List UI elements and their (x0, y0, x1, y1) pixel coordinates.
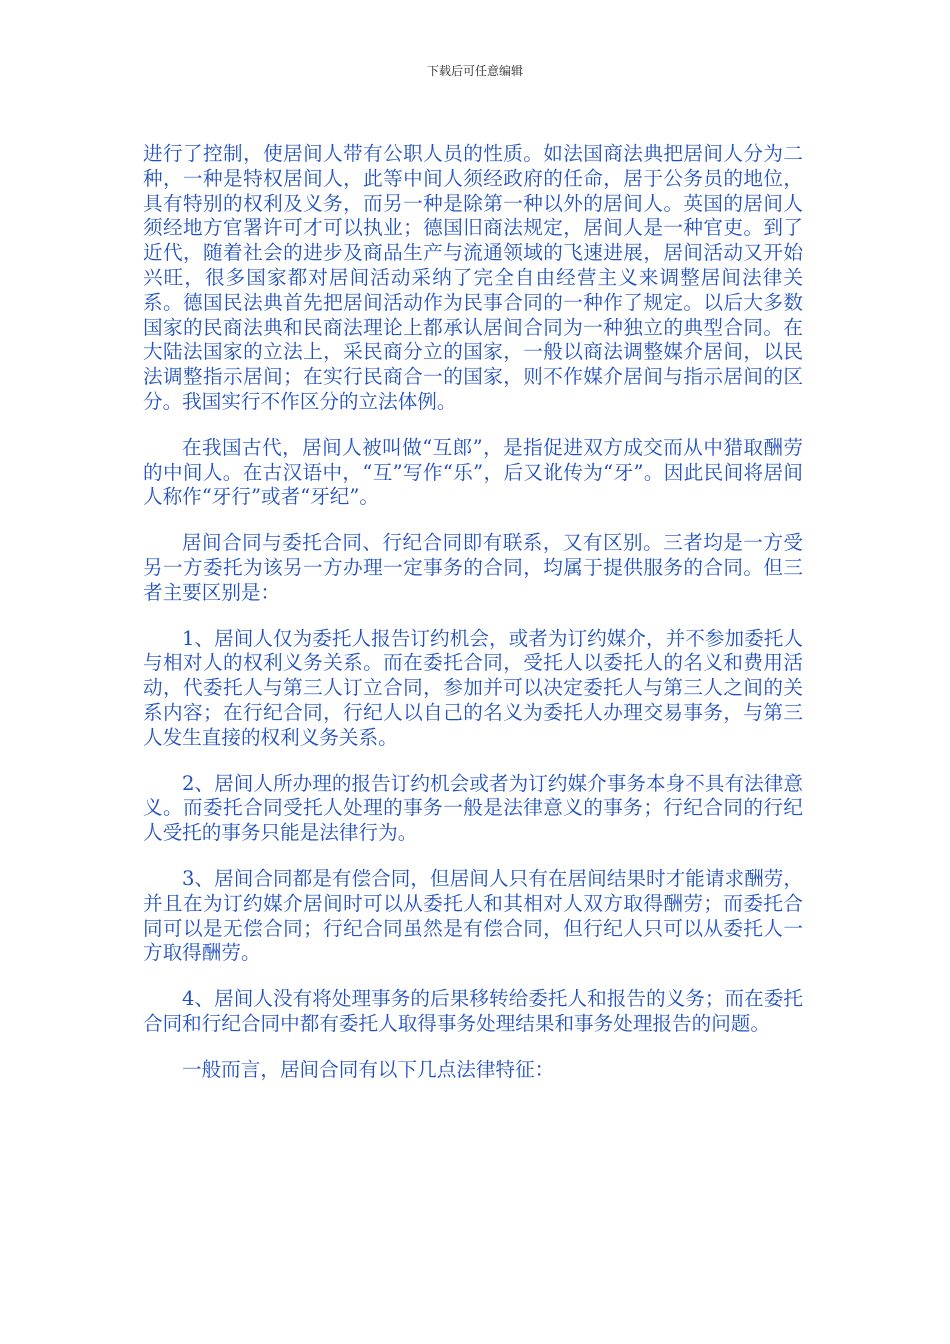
paragraph-difference-1: 1、居间人仅为委托人报告订约机会，或者为订约媒介，并不参加委托人与相对人的权利义务关系。而在委托合同，受托人以委托人的名义和费用活动，代委托人与第三人订立合同，参加并可以决定委托人与第三人之间的关系内容；在行纪合同，行纪人以自己的名义为委托人办理交易事务，与第三人发生直接的权利义务关系。 (143, 626, 803, 749)
paragraph-legal-features-intro: 一般而言，居间合同有以下几点法律特征： (182, 1057, 555, 1081)
paragraph-contract-comparison: 居间合同与委托合同、行纪合同即有联系，又有区别。三者均是一方受另一方委托为该另一方办理一定事务的合同，均属于提供服务的合同。但三者主要区别是： (143, 531, 803, 604)
paragraph-difference-3: 3、居间合同都是有偿合同，但居间人只有在居间结果时才能请求酬劳，并且在为订约媒介居间时可以从委托人和其相对人双方取得酬劳；而委托合同可以是无偿合同；行纪合同虽然是有偿合同，但行纪人只可以从委托人一方取得酬劳。 (143, 866, 803, 965)
paragraph-difference-4: 4、居间人没有将处理事务的后果移转给委托人和报告的义务；而在委托合同和行纪合同中都有委托人取得事务处理结果和事务处理报告的问题。 (143, 987, 803, 1035)
paragraph-difference-2: 2、居间人所办理的报告订约机会或者为订约媒介事务本身不具有法律意义。而委托合同受托人处理的事务一般是法律意义的事务；行纪合同的行纪人受托的事务只能是法律行为。 (143, 771, 803, 845)
document-body (143, 142, 803, 1104)
paragraph-legislative-history: 进行了控制，使居间人带有公职人员的性质。如法国商法典把居间人分为二种，一种是特权居间人，此等中间人须经政府的任命，居于公务员的地位，具有特别的权利及义务，而另一种是除第一种以外的居间人。英国的居间人须经地方官署许可才可以执业；德国旧商法规定，居间人是一种官吏。到了近代，随着社会的进步及商品生产与流通领域的飞速进展，居间活动又开始兴旺，很多国家都对居间活动采纳了完全自由经营主义来调整居间法律关系。德国民法典首先把居间活动作为民事合同的一种作了规定。以后大多数国家的民商法典和民商法理论上都承认居间合同为一种独立的典型合同。在大陆法国家的立法上，采民商分立的国家，一般以商法调整媒介居间，以民法调整指示居间；在实行民商合一的国家，则不作媒介居间与指示居间的区分。我国实行不作区分的立法体例。 (143, 142, 803, 413)
paragraph-ancient-china: 在我国古代，居间人被叫做“互郎”，是指促进双方成交而从中猎取酬劳的中间人。在古汉语中，“互”写作“乐”，后又讹传为“牙”。因此民间将居间人称作“牙行”或者“牙纪”。 (143, 435, 803, 509)
page-header: 下载后可任意编辑 (426, 64, 523, 78)
